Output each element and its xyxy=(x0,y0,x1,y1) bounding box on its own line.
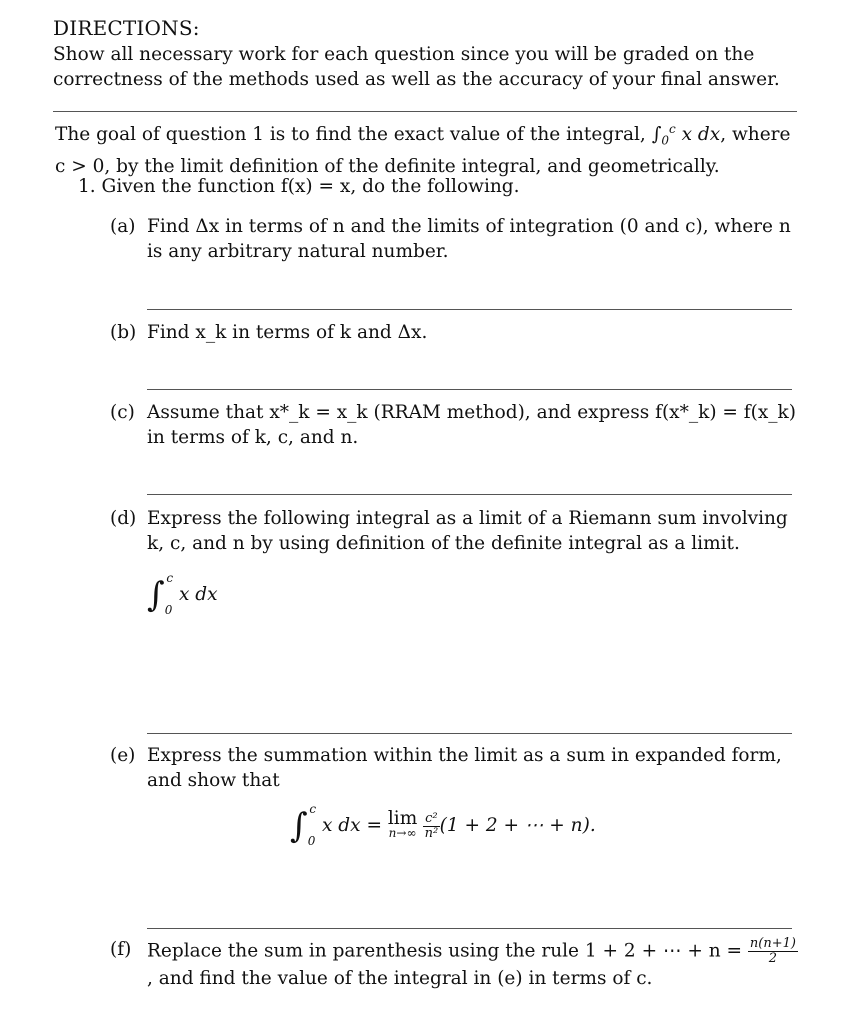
part-a xyxy=(110,214,800,264)
part-label: (a) xyxy=(110,216,136,237)
goal-text-after: , where c > 0, by the limit definition of the definite integral, and geometrically. xyxy=(55,124,791,177)
question-number: 1. xyxy=(78,176,96,197)
part-text: Find Δx in terms of n and the limits of integration (0 and c), where n is any arbitrary natural number. xyxy=(147,216,791,262)
directions-body: Show all necessary work for each question since you will be graded on the correctness of the methods used as well as the accuracy of your final answer. xyxy=(53,44,780,90)
question-1 xyxy=(78,176,520,197)
part-text: Express the following integral as a limit of a Riemann sum involving k, c, and n by using definition of the definite integral as a limit. xyxy=(147,508,788,554)
part-e xyxy=(110,743,800,854)
part-label: (b) xyxy=(110,322,137,343)
goal-statement xyxy=(55,117,795,179)
divider xyxy=(53,111,797,112)
part-label: (c) xyxy=(110,402,135,423)
question-prompt: Given the function f(x) = x, do the following. xyxy=(101,176,520,197)
part-text: Find x_k in terms of k and Δx. xyxy=(147,322,428,343)
answer-line xyxy=(147,733,792,734)
part-f xyxy=(110,937,800,991)
directions-title: DIRECTIONS: xyxy=(53,16,200,40)
goal-text-before: The goal of question 1 is to find the exact value of the integral, xyxy=(55,124,646,146)
answer-line xyxy=(147,309,792,310)
part-label: (f) xyxy=(110,939,132,960)
part-text: Assume that x*_k = x_k (RRAM method), and express f(x*_k) = f(x_k) in terms of k, c, and n. xyxy=(147,402,796,448)
part-text: Replace the sum in parenthesis using the rule 1 + 2 + ⋯ + n = $\frac{n(n+1)}{2}$ , and find the value of the integral in (e) in terms of c. xyxy=(147,936,796,989)
answer-line xyxy=(147,494,792,495)
part-c xyxy=(110,400,800,450)
part-b xyxy=(110,320,800,345)
part-label: (d) xyxy=(110,508,137,529)
part-label: (e) xyxy=(110,745,136,766)
part-d xyxy=(110,506,800,623)
equation-display: $\int_0^c$ x dx = lim n→∞ $\frac{\text{c²}}{\text{n²}}$ (1 + 2 + ⋯ + n). xyxy=(290,802,596,848)
goal-integral: $\int_0^c$ x dx xyxy=(651,122,721,148)
integral-display: $\int_0^c$ x dx xyxy=(147,571,218,617)
part-text: Express the summation within the limit as a sum in expanded form, and show that xyxy=(147,745,782,791)
answer-line xyxy=(147,928,792,929)
answer-line xyxy=(147,389,792,390)
